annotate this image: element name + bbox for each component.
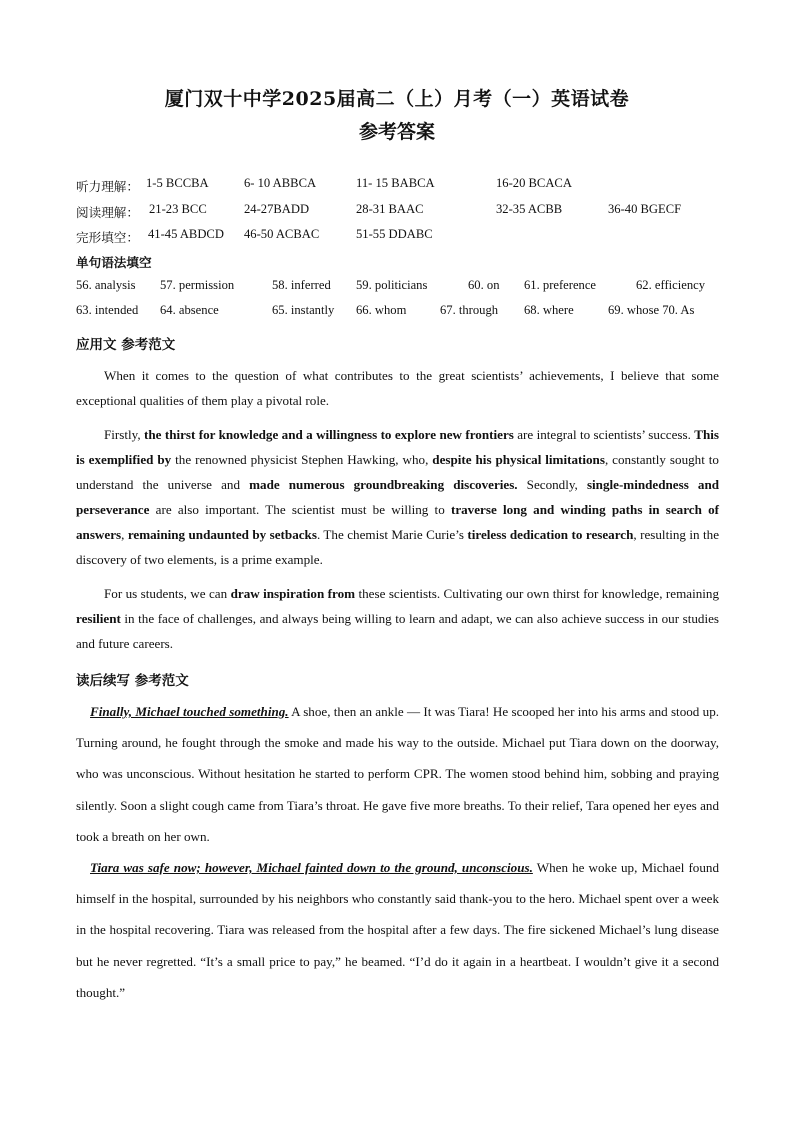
grammar-answers-row-1 [0, 278, 794, 298]
grammar-answer: 61. preference [524, 278, 597, 292]
answer-group: 51-55 DDABC [356, 227, 433, 241]
grammar-answer: 57. permission [160, 278, 235, 292]
listening-answers-row [0, 176, 794, 196]
reading-answers-row [0, 202, 794, 222]
continuation-paragraph-2: Tiara was safe now; however, Michael fainted down to the ground, unconscious. When he woke up, Michael found himself in the hospital, surrounded by his neighbors who constantly said thank-you to the hero. Michael spent over a week in the hospital recovering. Tiara was released from the hospital after a few days. The fire sickened Michael’s lung disease but he never regretted. “It’s a small price to pay,” he beamed. “I’d do it again in a heartbeat. I wouldn’t give it a second thought.” [76, 860, 719, 1000]
grammar-answer: 56. analysis [76, 278, 136, 292]
grammar-answer: 59. politicians [356, 278, 428, 292]
continuation-heading: 读后续写 参考范文 [76, 673, 189, 689]
page-title: 厦门双十中学2025届高二（上）月考（一）英语试卷 [164, 88, 630, 110]
grammar-answer: 62. efficiency [636, 278, 706, 292]
answer-group: 24-27BADD [244, 202, 310, 216]
listening-label: 听力理解： [76, 179, 139, 194]
answer-group: 21-23 BCC [149, 202, 207, 216]
writing-paragraph-3: For us students, we can draw inspiration from these scientists. Cultivating our own thirst for knowledge, remaining resilient in the face of challenges, and always being willing to learn and adapt, we can also achieve success in our studies and future careers. [76, 586, 719, 651]
answer-group: 6- 10 ABBCA [244, 176, 317, 190]
continuation-paragraph-1: Finally, Michael touched something. A shoe, then an ankle — It was Tiara! He scooped her into his arms and stood up. Turning around, he fought through the smoke and made his way to the outside. Michael put Tiara down on the doorway, who was unconscious. Without hesitation he started to perform CPR. The women stood behind him, sobbing and praying silently. Soon a slight cough came from Tiara’s throat. He gave five more breaths. To their relief, Tara opened her eyes and took a breath on her own. [76, 704, 720, 844]
grammar-answer: 68. where [524, 303, 574, 317]
writing-paragraph-1: When it comes to the question of what contributes to the great scientists’ achievements, I believe that some exceptional qualities of them play a pivotal role. [76, 368, 719, 408]
writing-heading: 应用文 参考范文 [76, 337, 176, 353]
answer-group: 28-31 BAAC [356, 202, 424, 216]
paragraph-opener: Finally, Michael touched something. [90, 704, 289, 719]
reading-label: 阅读理解： [76, 205, 139, 220]
cloze-label: 完形填空： [76, 230, 139, 245]
grammar-answer: 66. whom [356, 303, 407, 317]
cloze-answers-row [0, 227, 794, 247]
answer-group: 11- 15 BABCA [356, 176, 435, 190]
answer-group: 32-35 ACBB [496, 202, 563, 216]
grammar-answer: 64. absence [160, 303, 219, 317]
grammar-answer: 58. inferred [272, 278, 331, 292]
answer-group: 46-50 ACBAC [244, 227, 320, 241]
grammar-answer: 65. instantly [272, 303, 335, 317]
answer-group: 1-5 BCCBA [146, 176, 209, 190]
answer-group: 36-40 BGECF [608, 202, 682, 216]
page-subtitle: 参考答案 [358, 121, 435, 143]
paragraph-opener: Tiara was safe now; however, Michael fainted down to the ground, unconscious. [90, 860, 533, 875]
grammar-answers-row-2 [0, 303, 794, 323]
answer-group: 16-20 BCACA [496, 176, 572, 190]
grammar-heading-row [0, 252, 794, 272]
answer-group: 41-45 ABDCD [148, 227, 224, 241]
grammar-answer: 69. whose 70. As [608, 303, 695, 317]
grammar-answer: 63. intended [76, 303, 139, 317]
grammar-answer: 60. on [468, 278, 500, 292]
grammar-heading: 单句语法填空 [76, 255, 152, 270]
grammar-answer: 67. through [440, 303, 499, 317]
writing-paragraph-2: Firstly, the thirst for knowledge and a willingness to explore new frontiers are integral to scientists’ success. This is exemplified by the renowned physicist Stephen Hawking, who, despite his physical limitations, constantly sought to understand the universe and made numerous groundbreaking discoveries. Secondly, single-mindedness and perseverance are also important. The scientist must be willing to traverse long and winding paths in search of answers, remaining undaunted by setbacks. The chemist Marie Curie’s tireless dedication to research, resulting in the discovery of two elements, is a prime example. [76, 427, 720, 567]
